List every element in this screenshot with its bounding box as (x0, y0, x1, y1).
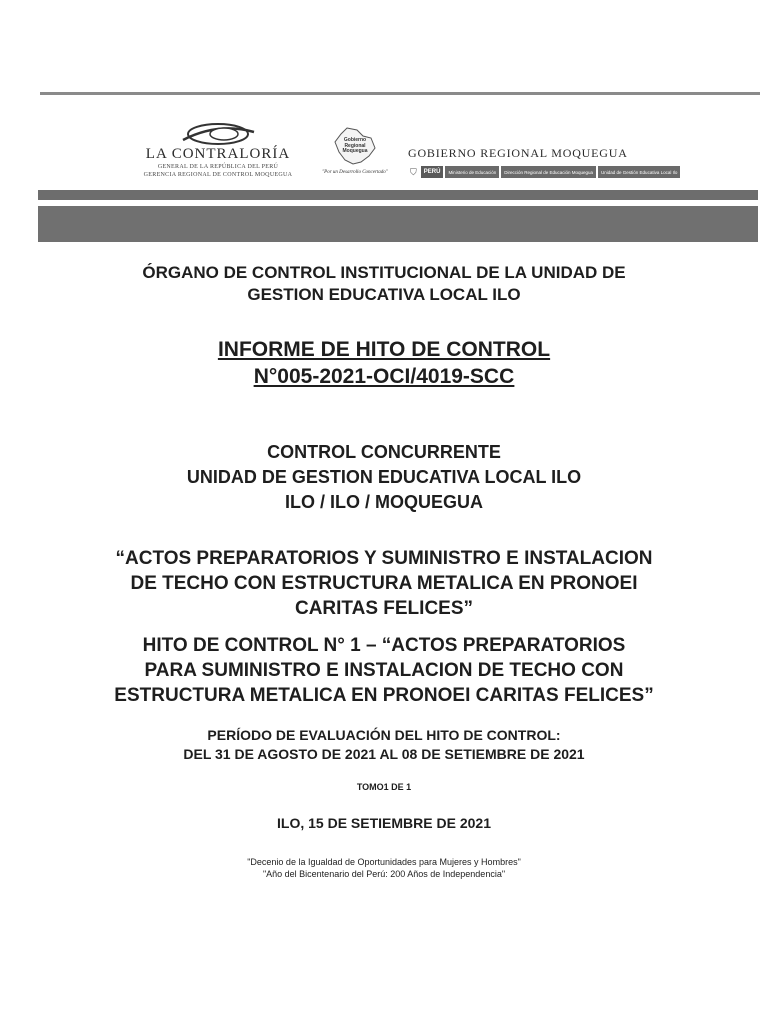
tomo-label: TOMO1 DE 1 (356, 782, 412, 792)
badge-minedu: Ministerio de Educación (445, 166, 499, 178)
header-band-thick (38, 206, 758, 242)
contraloria-swoosh-icon (178, 120, 258, 148)
periodo-evaluacion: PERÍODO DE EVALUACIÓN DEL HITO DE CONTROL: DEL 31 DE AGOSTO DE 2021 AL 08 DE SETIEMBRE DE 2021 (183, 727, 585, 762)
contraloria-name: LA CONTRALORÍA (145, 146, 291, 162)
badge-dre: Dirección Regional de Educación Moquegua (501, 166, 596, 178)
contraloria-logo (128, 120, 308, 179)
header-band-thin (38, 190, 758, 200)
hito-title: HITO DE CONTROL N° 1 – “ACTOS PREPARATORIOS PARA SUMINISTRO E INSTALACION DE TECHO CON ESTRUCTURA METALICA EN PRONOEI CARITAS FELICES” (114, 635, 654, 706)
badge-ugel: Unidad de Gestión Educativa Local Ilo (598, 166, 680, 178)
moquegua-map-icon (333, 126, 377, 166)
gobierno-regional-logo (310, 126, 400, 175)
gobierno-title: GOBIERNO REGIONAL MOQUEGUA (408, 146, 628, 160)
top-rule (40, 92, 760, 95)
document-date: ILO, 15 DE SETIEMBRE DE 2021 (277, 815, 491, 831)
gobierno-motto: "Por un Desarrollo Concertado" (322, 170, 388, 175)
map-label: Gobierno Regional Moquegua (342, 137, 368, 154)
contraloria-sub1: GENERAL DE LA REPÚBLICA DEL PERÚ (157, 164, 279, 170)
badge-peru: PERÚ (421, 166, 444, 178)
decenio-note: "Decenio de la Igualdad de Oportunidades para Mujeres y Hombres" "Año del Bicentenario del Perú: 200 Años de Independencia" (247, 857, 521, 879)
actos-title: “ACTOS PREPARATORIOS Y SUMINISTRO E INSTALACION DE TECHO CON ESTRUCTURA METALICA EN PRONOEI CARITAS FELICES” (115, 548, 653, 619)
institution-badges (408, 166, 680, 178)
informe-title: INFORME DE HITO DE CONTROL N°005-2021-OCI/4019-SCC (217, 338, 551, 388)
contraloria-sub2: GERENCIA REGIONAL DE CONTROL MOQUEGUA (143, 172, 293, 178)
organo-title: ÓRGANO DE CONTROL INSTITUCIONAL DE LA UNIDAD DE GESTION EDUCATIVA LOCAL ILO (142, 263, 626, 304)
control-block: CONTROL CONCURRENTE UNIDAD DE GESTION EDUCATIVA LOCAL ILO ILO / ILO / MOQUEGUA (186, 442, 582, 512)
coat-of-arms-icon: ⛉ (410, 166, 417, 177)
